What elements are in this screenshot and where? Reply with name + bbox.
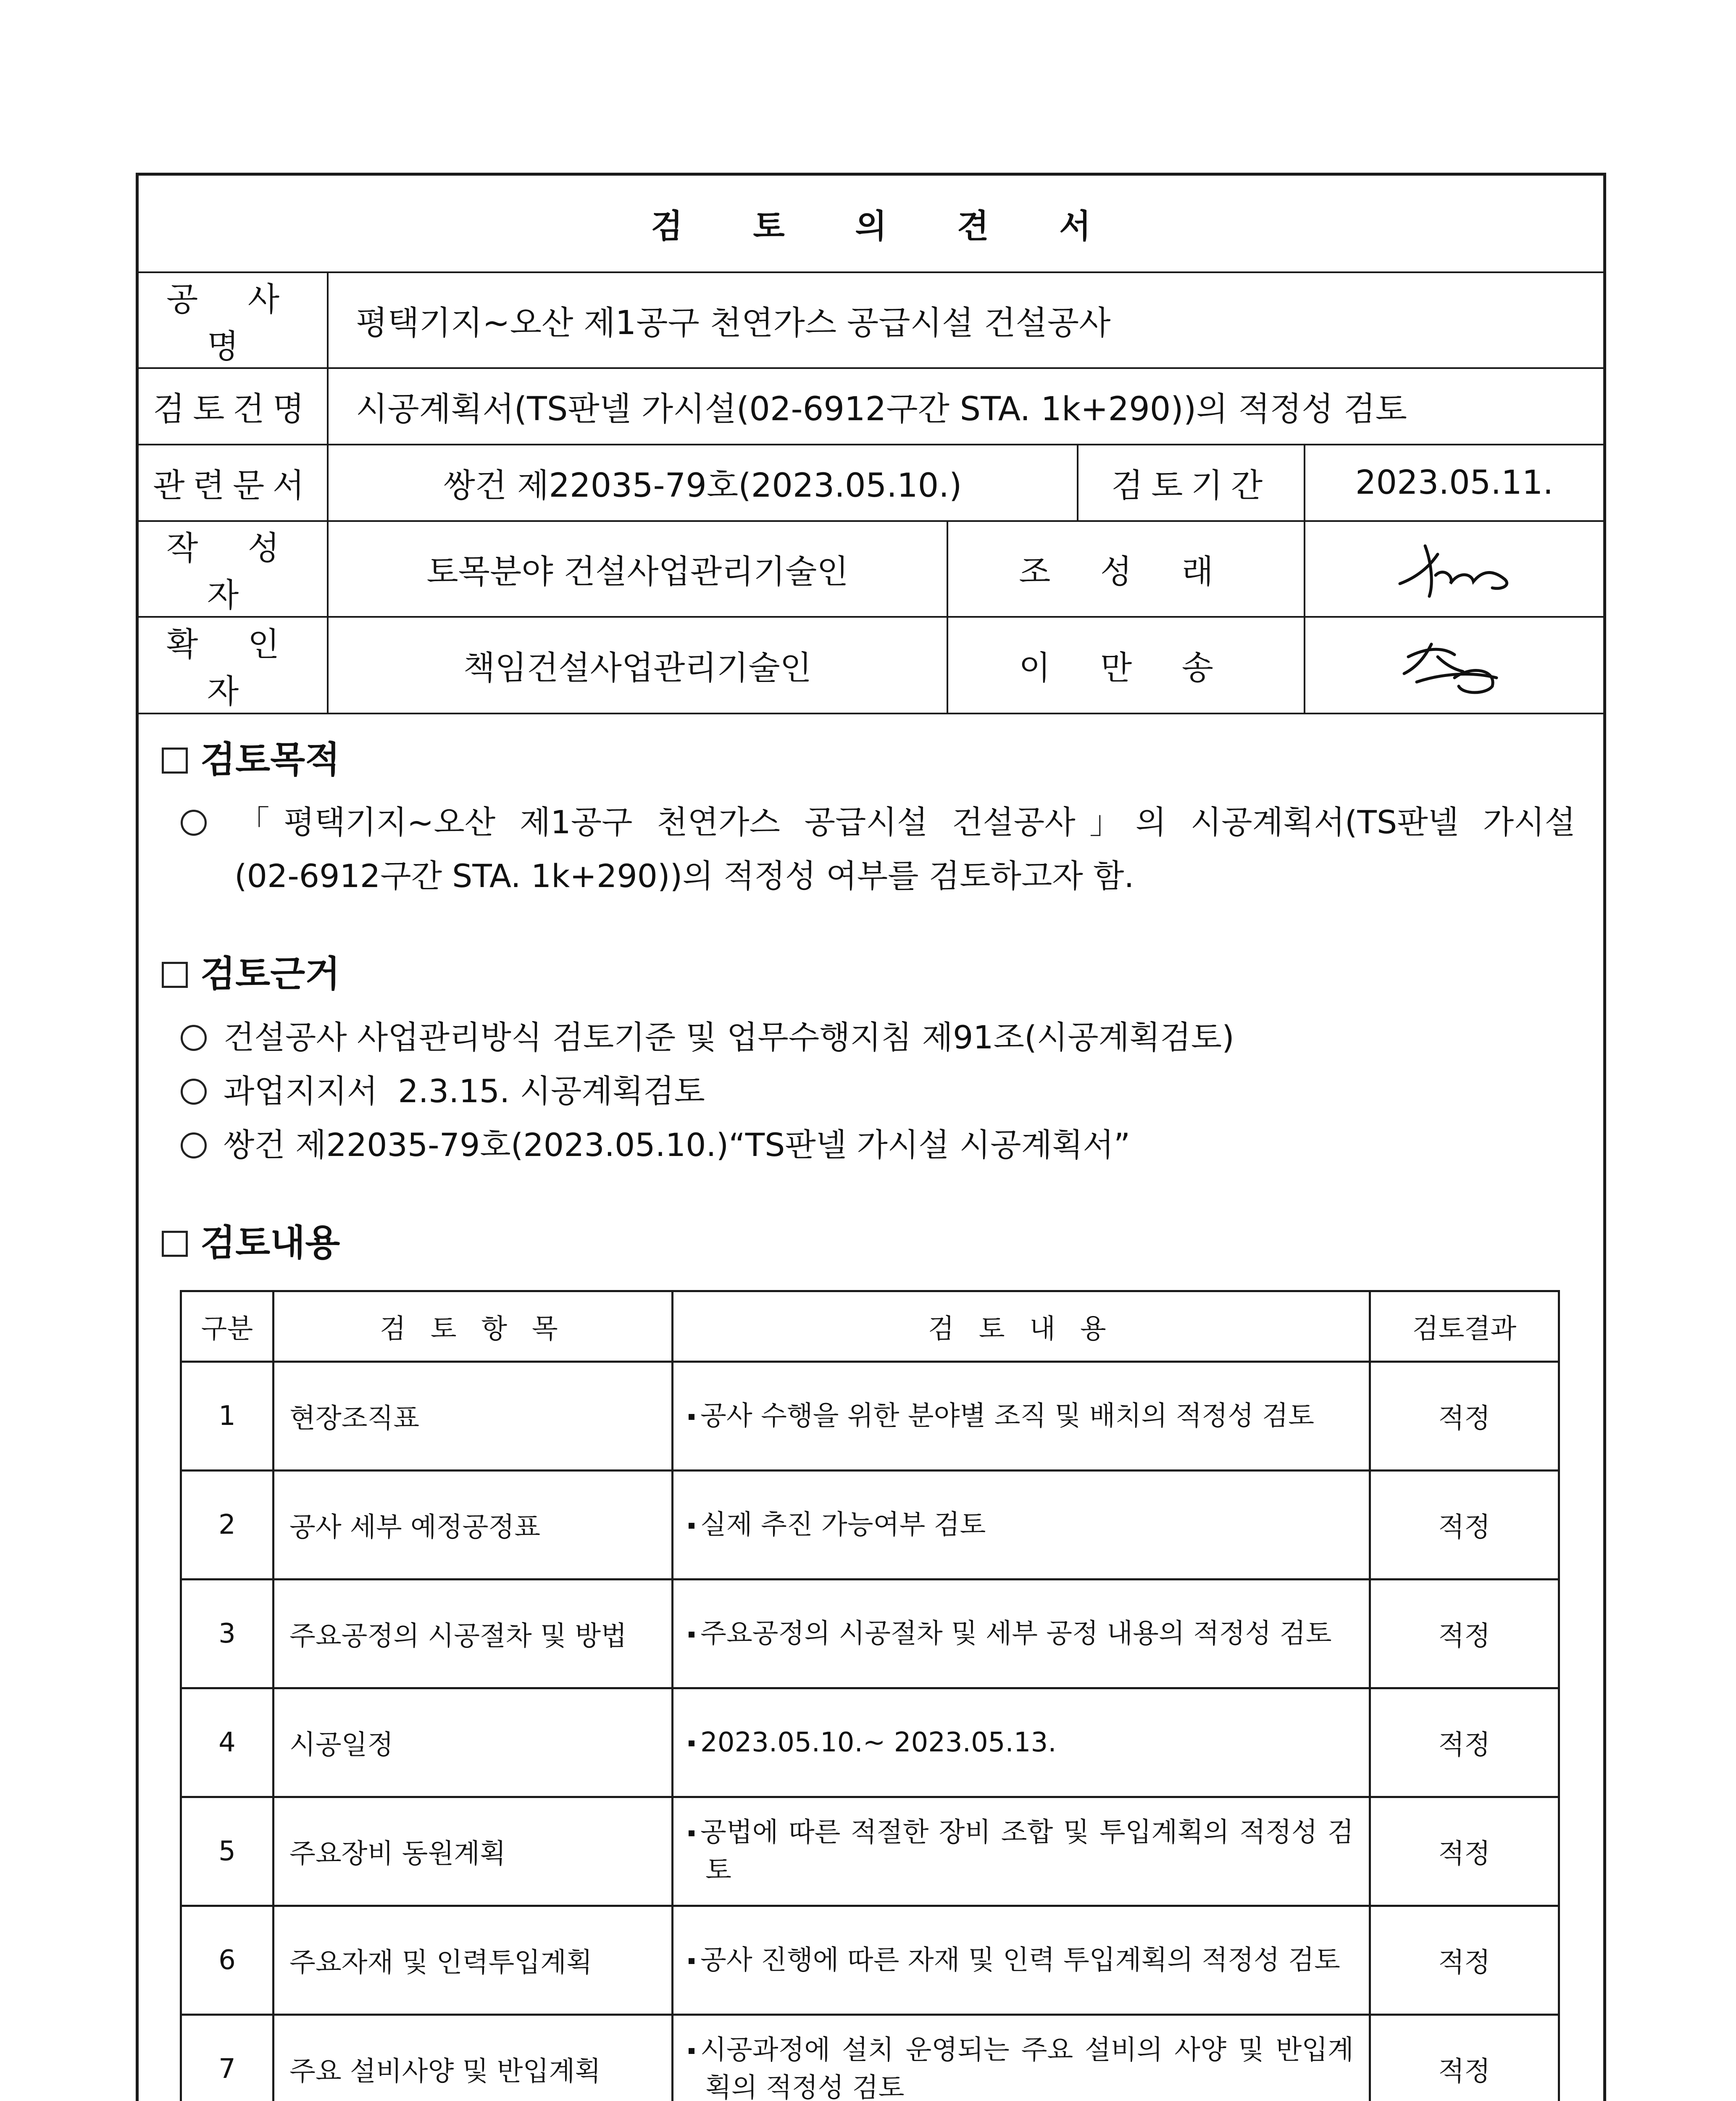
review-content-table [180,1290,1560,2101]
row-item: 주요공정의 시공절차 및 방법 [274,1580,673,1688]
row-detail: 공사 수행을 위한 분야별 조직 및 배치의 적정성 검토 [673,1362,1370,1471]
content-heading: 검토내용 [162,1214,340,1266]
project-name-value: 평택기지~오산 제1공구 천연가스 공급시설 건설공사 [328,272,1603,368]
author-name: 조 성 래 [947,521,1305,617]
row-result: 적정 [1370,2015,1559,2101]
row-detail: 2023.05.10.~ 2023.05.13. [673,1688,1370,1797]
author-signature [1305,521,1603,617]
purpose-heading: 검토목적 [162,730,340,782]
basis-item-3: 쌍건 제22035-79호(2023.05.10.)“TS판넬 가시설 시공계획서” [181,1119,1130,1165]
table-row [181,1688,1559,1797]
row-number: 5 [181,1797,274,1906]
column-header-result: 검토결과 [1370,1291,1559,1362]
row-item: 주요 설비사양 및 반입계획 [274,2015,673,2101]
circle-bullet-icon [181,1079,207,1105]
square-bullet-icon [689,1414,694,1420]
purpose-line-2: (02-6912구간 STA. 1k+290))의 적정성 여부를 검토하고자 함. [234,857,1134,895]
row-detail: 공사 진행에 따른 자재 및 인력 투입계획의 적정성 검토 [673,1906,1370,2015]
row-item: 주요장비 동원계획 [274,1797,673,1906]
square-bullet-icon [689,1632,694,1638]
basis-item-1: 건설공사 사업관리방식 검토기준 및 업무수행지침 제91조(시공계획검토) [181,1012,1234,1058]
row-number: 1 [181,1362,274,1471]
author-role: 토목분야 건설사업관리기술인 [328,521,947,617]
header-table [139,176,1603,714]
related-document-label: 관련문서 [139,445,328,521]
row-item: 현장조직표 [274,1362,673,1471]
author-label: 작 성 자 [139,521,328,617]
column-header-detail: 검 토 내 용 [673,1291,1370,1362]
checker-label: 확 인 자 [139,617,328,713]
table-row [181,2015,1559,2101]
project-name-label: 공 사 명 [139,272,328,368]
table-row [181,1471,1559,1580]
circle-bullet-icon [181,1132,207,1158]
column-header-item: 검 토 항 목 [274,1291,673,1362]
column-header-no: 구분 [181,1291,274,1362]
table-header-row [181,1291,1559,1362]
review-period-value: 2023.05.11. [1305,445,1603,521]
table-row [181,1362,1559,1471]
row-item: 시공일정 [274,1688,673,1797]
checker-name: 이 만 송 [947,617,1305,713]
review-subject-value: 시공계획서(TS판넬 가시설(02-6912구간 STA. 1k+290))의 적정성 검토 [328,368,1603,445]
row-result: 적정 [1370,1906,1559,2015]
checker-signature [1305,617,1603,713]
square-bullet-icon [689,1740,694,1746]
row-detail: 시공과정에 설치 운영되는 주요 설비의 사양 및 반입계획의 적정성 검토 [673,2015,1370,2101]
row-result: 적정 [1370,1797,1559,1906]
checkbox-square-icon [162,748,188,774]
row-result: 적정 [1370,1362,1559,1471]
row-number: 3 [181,1580,274,1688]
row-result: 적정 [1370,1688,1559,1797]
square-bullet-icon [689,1958,694,1964]
row-detail: 주요공정의 시공절차 및 세부 공정 내용의 적정성 검토 [673,1580,1370,1688]
row-item: 주요자재 및 인력투입계획 [274,1906,673,2015]
square-bullet-icon [689,1830,694,1836]
table-row [181,1906,1559,2015]
basis-item-2: 과업지지서 2.3.15. 시공계획검토 [181,1066,705,1111]
basis-heading: 검토근거 [162,945,340,997]
square-bullet-icon [689,2048,694,2054]
row-result: 적정 [1370,1471,1559,1580]
row-number: 7 [181,2015,274,2101]
table-row [181,1580,1559,1688]
square-bullet-icon [689,1523,694,1529]
circle-bullet-icon [181,810,207,836]
row-detail: 공법에 따른 적절한 장비 조합 및 투입계획의 적정성 검토 [673,1797,1370,1906]
row-item: 공사 세부 예정공정표 [274,1471,673,1580]
review-period-label: 검토기간 [1078,445,1305,521]
review-subject-label: 검토건명 [139,368,328,445]
checker-role: 책임건설사업관리기술인 [328,617,947,713]
purpose-line-1: 「평택기지~오산 제1공구 천연가스 공급시설 건설공사」의 시공계획서(TS판넬 가시설 [181,797,1576,843]
row-detail: 실제 추진 가능여부 검토 [673,1471,1370,1580]
row-number: 2 [181,1471,274,1580]
row-number: 6 [181,1906,274,2015]
table-row [181,1797,1559,1906]
checkbox-square-icon [162,962,188,988]
document-title: 검 토 의 견 서 [139,176,1603,272]
row-number: 4 [181,1688,274,1797]
circle-bullet-icon [181,1025,207,1051]
checkbox-square-icon [162,1231,188,1257]
row-result: 적정 [1370,1580,1559,1688]
related-document-value: 쌍건 제22035-79호(2023.05.10.) [328,445,1078,521]
